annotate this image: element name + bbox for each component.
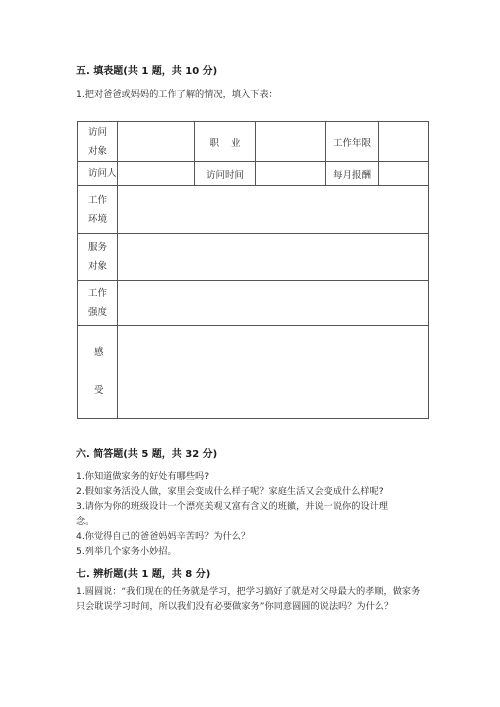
work-environment-label-line1: 工作 bbox=[88, 194, 108, 206]
service-target-label-line2: 对象 bbox=[88, 261, 108, 272]
work-intensity-label-line1: 工作 bbox=[88, 288, 108, 299]
section-six-question-5: 5.列举几个家务小妙招。 bbox=[76, 546, 177, 557]
table-row bbox=[78, 186, 429, 234]
interviewer-label: 访问人 bbox=[88, 168, 117, 179]
section-six-question-1: 1.你知道做家务的好处有哪些吗? bbox=[76, 471, 210, 482]
section-six-heading: 六. 简答题(共 5 题，共 32 分) bbox=[76, 449, 218, 460]
table-row bbox=[78, 326, 429, 419]
work-years-label-cell bbox=[326, 122, 379, 162]
occupation-label: 职 业 bbox=[209, 137, 241, 149]
work-intensity-value-cell[interactable] bbox=[118, 281, 429, 326]
interviewee-label-cell bbox=[78, 122, 118, 162]
interviewee-label-line2: 对象 bbox=[88, 145, 108, 157]
section-five-heading: 五. 填表题(共 1 题，共 10 分) bbox=[76, 66, 218, 77]
work-info-table bbox=[77, 121, 429, 419]
section-six-question-3-line1: 3.请你为你的班级设计一个漂亮美观又富有含义的班徽，并说一说你的设计理 bbox=[76, 501, 388, 512]
occupation-label-cell bbox=[195, 122, 256, 162]
feelings-value-cell[interactable] bbox=[118, 326, 429, 419]
service-target-value-cell[interactable] bbox=[118, 234, 429, 281]
work-environment-label-cell bbox=[78, 186, 118, 234]
occupation-value-cell[interactable] bbox=[256, 122, 326, 162]
visit-time-value-cell[interactable] bbox=[256, 162, 326, 186]
feelings-label-line2: 受 bbox=[94, 385, 104, 396]
service-target-label-cell bbox=[78, 234, 118, 281]
table-row bbox=[78, 122, 429, 162]
section-six-question-3-line2: 念。 bbox=[76, 516, 95, 527]
work-years-label: 工作年限 bbox=[332, 137, 371, 149]
work-environment-value-cell[interactable] bbox=[118, 186, 429, 234]
interviewee-value-cell[interactable] bbox=[118, 122, 195, 162]
section-five-question-1: 1.把对爸爸或妈妈的工作了解的情况，填入下表： bbox=[76, 89, 278, 100]
work-intensity-label-line2: 强度 bbox=[88, 307, 108, 318]
section-six-question-4: 4.你觉得自己的爸爸妈妈辛苦吗？为什么？ bbox=[76, 531, 251, 542]
feelings-label-cell bbox=[78, 326, 118, 419]
interviewee-label-line1: 访问 bbox=[88, 126, 108, 138]
feelings-label-line1: 感 bbox=[94, 347, 104, 358]
interviewer-value-cell[interactable] bbox=[118, 162, 195, 186]
work-years-value-cell[interactable] bbox=[379, 122, 429, 162]
interviewer-label-cell bbox=[78, 162, 118, 186]
visit-time-label: 访问时间 bbox=[205, 169, 244, 181]
monthly-pay-label-cell bbox=[326, 162, 379, 186]
table-row bbox=[78, 281, 429, 326]
table-row bbox=[78, 162, 429, 186]
service-target-label-line1: 服务 bbox=[88, 242, 108, 253]
table-row bbox=[78, 234, 429, 281]
monthly-pay-value-cell[interactable] bbox=[379, 162, 429, 186]
section-seven-heading: 七. 辨析题(共 1 题，共 8 分) bbox=[76, 569, 211, 580]
section-six-question-2: 2.假如家务活没人做，家里会变成什么样子呢？家庭生活又会变成什么样呢? bbox=[76, 486, 384, 497]
monthly-pay-label: 每月报酬 bbox=[332, 169, 371, 181]
work-environment-label-line2: 环境 bbox=[88, 213, 108, 225]
visit-time-label-cell bbox=[195, 162, 256, 186]
work-intensity-label-cell bbox=[78, 281, 118, 326]
section-seven-question-1: 1.圆圆说：“我们现在的任务就是学习，把学习搞好了就是对父母最大的孝顺，做家务只会耽误学习时间，所以我们没有必要做家务”你同意圆圆的说法吗？为什么？ bbox=[76, 586, 421, 612]
